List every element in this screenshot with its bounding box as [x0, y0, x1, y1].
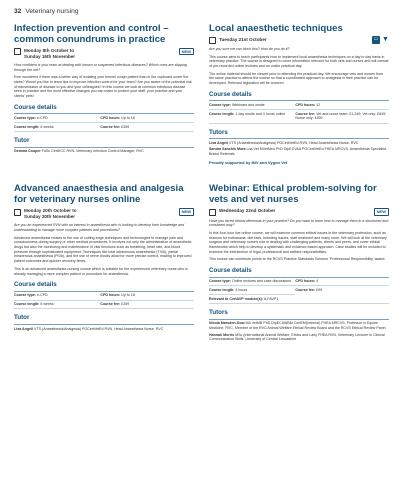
tutor-name: Hannah Morris: [209, 332, 235, 337]
new-badge: NEW: [179, 48, 194, 56]
course-details-heading: Course details: [14, 104, 194, 115]
detail-label: CPD hours:: [295, 279, 316, 284]
detail-value: 4: [315, 279, 319, 284]
detail-label: Course length:: [14, 124, 40, 129]
tutor-credentials: Lda Vet MVetMed PhD DipECVAA PGCertVetEd FHEA MRCVS, Anaesthesia Specialist, Bristol Referrals: [209, 147, 387, 157]
date-lines: [219, 37, 389, 43]
tutor-name: Sandra Sanchis Mora: [209, 147, 246, 152]
calendar-icon: [209, 37, 216, 44]
detail-item: [209, 295, 389, 303]
course-details-heading: Course details: [209, 267, 389, 278]
calendar-icon: [14, 48, 21, 55]
detail-item: [209, 286, 295, 295]
page-header: [14, 8, 389, 17]
date-line: Wednesday 22nd October: [219, 208, 276, 214]
tutor-list: [14, 327, 194, 332]
course-details: [14, 292, 194, 310]
tutor-name: Lisa Angell: [209, 140, 229, 145]
tutor-entry: [209, 321, 389, 330]
detail-value: 12: [315, 102, 321, 107]
format-icons: [372, 36, 389, 44]
new-badge: NEW: [374, 208, 389, 216]
article-local-anaesthetic: [209, 23, 389, 165]
detail-value: Up to 18: [120, 115, 135, 120]
calendar-icon: [209, 209, 216, 216]
detail-label: CPD hours:: [100, 115, 121, 120]
tutor-heading: Tutor: [14, 137, 194, 148]
tutor-heading: Tutors: [209, 129, 389, 140]
tutor-heading: Tutor: [14, 314, 194, 325]
detail-label: Course fee:: [295, 287, 316, 292]
detail-item: [100, 123, 194, 131]
intro-text: Are you sure we can block this? How do you do it?: [209, 47, 290, 52]
row-2: [14, 183, 389, 344]
article-title: Advanced anaesthesia and analgesia for veterinary nurses online: [14, 183, 184, 206]
tutor-entry: [14, 149, 194, 154]
detail-label: Relevant to CertAVP module(s):: [209, 296, 263, 301]
body-paragraph: This course aims to teach participants how to implement local anaesthesia techniques on a day to day basis in veterinary practice. The course is designed to cover information relevant for both vets and nurses and will consist of pre-recorded online lectures and an onsite practical day.: [209, 54, 389, 69]
intro-text: How confident is your team at dealing with known or suspected infectious diseases? Which ones are slipping through the net?: [14, 63, 187, 72]
detail-label: Course fee:: [100, 302, 121, 307]
course-dates: [209, 208, 389, 216]
tutor-credentials: MA VetMB PhD DipECAWBM CertEM(Internal) FHEA MRCVS, Professor in Equine Medicine, RVC, Member of the RVC Animal Welfare Ethical Review Board and the RCVS Ethical Review Panel: [209, 321, 386, 330]
detail-label: Course length:: [209, 111, 235, 116]
article-title: Infection prevention and control – common conundrums in practice: [14, 22, 169, 45]
tutor-credentials: VTS (Anaesthesia/Analgesia) PGCertVetEd RVN, Head Anaesthesia Nurse, RVC: [33, 326, 164, 331]
detail-item: [100, 301, 194, 309]
tutor-credentials: VTS (Anaesthesia/Analgesia) PGCertVetEd RVN, Head Anaesthesia Nurse, RVC: [228, 140, 359, 145]
detail-value: £359: [120, 302, 130, 307]
detail-item: [14, 114, 100, 123]
date-line: Monday 20th October to: [24, 208, 77, 214]
intro-text: Have you faced ethical dilemmas in your practice? Do you want to learn how to manage them in a structured and consistent way?: [209, 218, 389, 228]
tutor-entry: [14, 327, 194, 332]
article-ethical-webinar: [209, 183, 389, 344]
detail-value: £359: [120, 124, 130, 129]
detail-label: Course type:: [209, 279, 231, 284]
course-details: [14, 114, 194, 132]
detail-item: [295, 101, 389, 110]
date-lines: [24, 48, 194, 60]
date-line: Sunday 30th November: [24, 214, 76, 220]
detail-label: Course fee:: [295, 111, 316, 116]
detail-label: Course length:: [14, 302, 40, 307]
tutor-list: [209, 321, 389, 342]
tutor-entry: [209, 147, 389, 156]
detail-item: [100, 292, 194, 301]
detail-item: [209, 101, 295, 110]
new-badge: NEW: [179, 208, 194, 216]
monitor-icon: ▭: [373, 36, 379, 43]
detail-item: [14, 301, 100, 309]
detail-value: Online lectures and case discussions: [230, 279, 292, 284]
date-line: Monday 8th October to: [24, 47, 75, 53]
calendar-icon: [14, 209, 21, 216]
detail-value: Vet and nurse team: £1,249; Vet only: £849; Nurse only: £499: [295, 111, 387, 121]
date-line: Sunday 16th November: [24, 53, 76, 59]
detail-item: [295, 286, 389, 295]
detail-item: [295, 110, 389, 123]
course-details-heading: Course details: [14, 281, 194, 292]
detail-value: £99: [315, 287, 323, 292]
article-title: Webinar: Ethical problem-solving for vets and vet nurses: [209, 183, 377, 206]
tutor-credentials: FdSc CertECC RVN, Veterinary Infection Control Manager, RVC: [40, 149, 144, 154]
course-details: [209, 101, 389, 123]
course-details-heading: Course details: [209, 91, 389, 102]
body-paragraph: Advanced anaesthesia relates to the use of cutting-edge techniques and technologies to manage pain and consciousness during surgery or other medical procedures. It involves not only the administration of anaesthetic drugs but also the monitoring and maintenance of vital functions such as breathing, heart rate, and blood pressure through sophisticated equipment. Techniques like total intravenous anaesthesia (TIVA), partial intravenous anaesthesia (PIVA), and the use of nerve blocks allow for more precise control, leading to improved patient outcomes and quicker recovery times.: [14, 235, 192, 264]
article-advanced-anaesthesia: [14, 183, 194, 344]
detail-value: 4 hours: [234, 287, 248, 292]
tutor-list: [14, 149, 194, 154]
detail-value: 6 weeks: [39, 302, 54, 307]
body-paragraph: Ever wondered if there was a better way of isolating your kennel cough patient than in the cupboard under the stairs? Would you like to learn tips to improve infection control for your team? Are you aware of the potential risk of transmission of disease to you and your colleagues? In this course we look at common infectious disease seen in practice and the most effective changes you can make to protect your staff, your practice and your clients' pets!: [14, 75, 192, 99]
detail-value: e-CPD: [35, 115, 48, 120]
page-number: 32: [14, 8, 22, 15]
detail-item: [14, 292, 100, 301]
article-title: Local anaesthetic techniques: [209, 22, 343, 34]
detail-value: A-FAVP1: [262, 296, 279, 301]
detail-item: [209, 278, 295, 287]
intro-text: Are you an experienced RVN with an interest in anaesthesia who is looking to develop their knowledge and understanding to manage more complex patients and procedures?: [14, 223, 185, 233]
detail-value: 6 weeks: [39, 124, 54, 129]
detail-label: Course type:: [14, 293, 36, 298]
tutor-name: Gemma Cooper: [14, 149, 41, 154]
detail-item: [14, 123, 100, 131]
detail-item: [100, 114, 194, 123]
date-lines: [24, 208, 194, 220]
detail-label: CPD hours:: [100, 293, 121, 298]
course-dates: [209, 37, 389, 45]
tutor-name: Lisa Angell: [14, 326, 34, 331]
article-infection-control: [14, 23, 194, 165]
detail-value: Webinars and onsite: [230, 102, 265, 107]
detail-item: [209, 110, 295, 123]
section-title: Veterinary nursing: [25, 8, 79, 15]
tutor-list: [209, 141, 389, 157]
body-paragraph: This course can contribute points to the RCVS Practice Standards Scheme 'Professional Responsibility' award.: [209, 257, 386, 262]
map-pin-icon: ▼: [382, 36, 389, 44]
date-lines: [219, 208, 389, 214]
body-paragraph: The online material should be viewed prior to attending the practical day. We encourage vets and nurses from the same practice to attend the course so that a coordinated approach to analgesia in their practice can be developed. Relevant legislation will be covered.: [209, 71, 384, 86]
detail-item: [295, 278, 389, 287]
body-paragraph: In this four-hour live online course, we will examine common ethical issues in the veterinary profession, such as reasons for euthanasia, diet fads, breeding issues, staff treatment and many more. We will look at the veterinary surgeon and veterinary nurse's role in dealing with challenging patients, clients and peers, and cover ethical frameworks which help to develop a systematic and evidence-based approach. Case studies will be included to examine the intersection of legal, professional and welfare responsibilities.: [209, 230, 387, 254]
sponsor-line: Proudly supported by IMV and Vygon Vet: [209, 159, 288, 165]
course-dates: [14, 48, 194, 60]
detail-value: 1 day onsite and 4 hours online: [234, 111, 286, 116]
detail-label: CPD hours:: [295, 102, 316, 107]
course-dates: [14, 208, 194, 220]
detail-label: Course type:: [209, 102, 231, 107]
tutor-heading: Tutors: [209, 309, 389, 320]
body-paragraph: This is an advanced anaesthesia nursing course which is suitable for the experienced veterinary nurse who is already managing a more complex patient or procedure for anaesthesia.: [14, 266, 188, 276]
detail-label: Course type:: [14, 115, 36, 120]
detail-label: Course fee:: [100, 124, 121, 129]
detail-label: Course length:: [209, 287, 235, 292]
row-1: [14, 23, 389, 165]
tutor-credentials: MSc (International Animal Welfare, Ethics and Law) FHEA RVN, Veterinary Lecturer in Clinical Communication Skills, University of Central Lancashire: [209, 332, 385, 342]
tutor-name: Nicola Marsden-Gow: [209, 321, 245, 326]
detail-value: Up to 18: [120, 293, 135, 298]
date-line: Tuesday 21st October: [219, 36, 267, 42]
course-details: [209, 278, 389, 305]
tutor-entry: [209, 333, 389, 342]
tutor-entry: [209, 141, 389, 146]
detail-value: e-CPD: [35, 293, 48, 298]
